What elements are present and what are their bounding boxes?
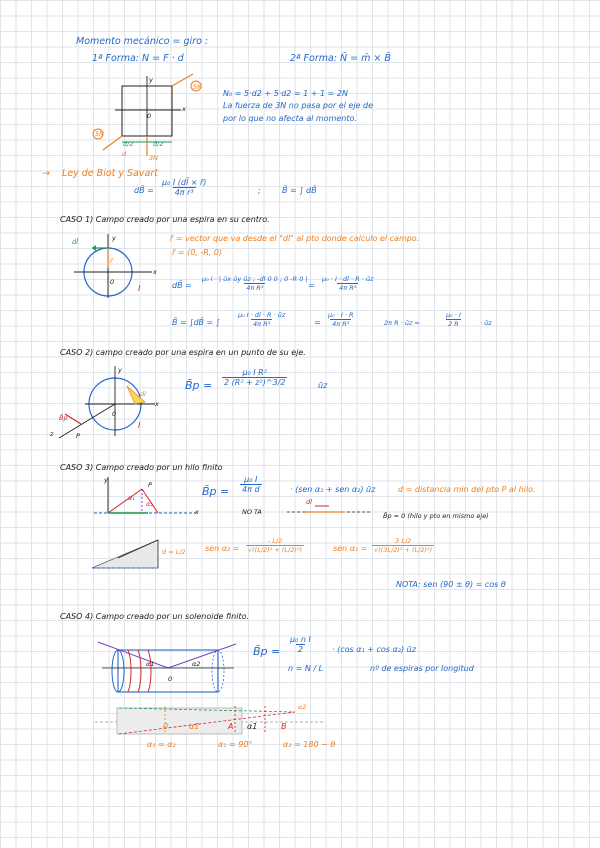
caso2-tail: ūz (318, 381, 328, 390)
caso1-b-den2: 4π R³ (332, 320, 350, 328)
caso4-relation-1: α₁ = α₂ (147, 740, 176, 749)
caso4-tail: · (cos α₁ + cos α₂) ūz (332, 645, 416, 654)
caso4-point-a: A (228, 722, 234, 731)
caso4-alpha2-top: α2 (298, 703, 307, 711)
section-title-momento: Momento mecánico = giro : (76, 36, 209, 47)
caso2-x-label: x (155, 400, 159, 408)
caso3-tail: · (sen α₁ + sen α₂) ūz (290, 485, 376, 494)
caso1-b-mid: 2π R · ūz = (384, 319, 420, 327)
caso4-title: CASO 4) Campo creado por un solenoide finito. (60, 612, 250, 621)
caso3-den: 4π d (242, 485, 260, 494)
caso1-r-label: r̄ (110, 257, 113, 265)
caso3-sen2-lhs: sen α₂ = (205, 544, 240, 553)
caso4-lhs: B̄p = (253, 645, 281, 658)
force-label-1: 5N (193, 83, 202, 91)
caso1-b-den3: 2 R (448, 320, 459, 328)
caso3-fraction (240, 475, 262, 494)
caso3-triangle-diagram (88, 536, 188, 578)
forma-2: 2ª Forma: N̄ = m̄ × B̄ (290, 53, 391, 64)
caso4-n-note: nº de espiras por longitud (370, 664, 474, 673)
caso3-sen1-fraction (372, 537, 434, 554)
caso3-d-note: d = distancia min del pto P al hilo. (398, 485, 536, 494)
caso2-loop-diagram (55, 364, 165, 444)
caso4-axis-diagram (95, 700, 325, 740)
caso1-db-den: 4π R³ (246, 284, 264, 292)
caso3-y-label: y (104, 476, 108, 484)
caso3-alpha1: α₁ (128, 494, 135, 502)
force-label-2: 5N (95, 130, 104, 138)
caso1-r-vector: r̄ = (0, -R, 0) (172, 248, 223, 257)
axis-y-label: y (149, 76, 153, 84)
caso1-y-label: y (112, 234, 116, 242)
dist-label-1: d/2 (123, 140, 134, 148)
biot-integral: B̄ = ∫ dB̄ (282, 186, 317, 195)
dist-label-d: d (122, 150, 127, 158)
caso1-b-fraction-3 (444, 311, 463, 328)
caso1-b-tail: · ūz (480, 319, 492, 327)
momento-equation: N₀ = 5·d2 + 5·d2 = 1 + 1 = 2N (223, 89, 348, 98)
caso3-bp-zero: B̄p = 0 (hilo y pto en mismo eje) (383, 512, 489, 520)
momento-note-2: por lo que no afecta al momento. (223, 114, 357, 123)
caso1-r-note: r̄ = vector que va desde el "dl" al pto donde calculo el campo. (170, 234, 420, 243)
caso3-alpha2: α₂ (146, 500, 153, 508)
caso1-current: I (138, 284, 141, 293)
caso1-origin: 0 (110, 278, 115, 286)
biot-separator: ; (258, 186, 261, 195)
caso1-db-lhs: dB̄ = (172, 281, 192, 290)
caso4-point-0: 0 (163, 722, 169, 731)
momento-note-1: La fuerza de 3N no pasa por el eje de (223, 101, 374, 110)
caso1-b-num3: μ₀ · I (446, 311, 461, 319)
caso1-b-den1: 4π R³ (253, 320, 271, 328)
caso1-db-fraction (200, 275, 310, 292)
caso3-p-label: P (148, 481, 152, 489)
biot-fraction (160, 178, 208, 197)
caso3-nota-label: NO TA (242, 508, 262, 516)
caso4-den: 2 (297, 645, 303, 654)
caso3-sen2-num: - L/2 (267, 537, 283, 545)
caso3-title: CASO 3) Campo creado por un hilo finito (60, 463, 223, 472)
caso4-n-def: n = N / L (288, 664, 324, 673)
caso2-origin: 0 (112, 410, 117, 418)
caso2-p-label: P (76, 432, 80, 440)
caso4-alpha1-bottom: α1 (189, 722, 200, 731)
caso1-db-fraction-2 (320, 275, 375, 292)
caso3-sen1-den: √((3L/2)² + (L/2)²) (374, 546, 433, 554)
caso3-sen1-lhs: sen α₁ = (333, 544, 368, 553)
caso2-title: CASO 2) campo creado por una espira en un punto de su eje. (60, 348, 306, 357)
caso1-b-fraction-2 (326, 311, 356, 328)
origin-label: 0 (147, 112, 152, 120)
caso1-b-lhs: B̄ = ∫dB̄ = ∫ (172, 318, 220, 327)
axis-x-label: x (182, 105, 186, 113)
caso3-sen2-den: √((L/2)² + (L/2)²) (248, 546, 303, 554)
caso1-db-num: μ₀ I · | ūx ūy ūz ; -dl 0 0 ; 0 -R 0 | (202, 275, 308, 283)
caso4-point-b: B (281, 722, 287, 731)
caso4-alpha2: α2 (192, 660, 201, 668)
biot-title: Ley de Biot y Savart (62, 168, 158, 179)
caso3-nota: NOTA: sen (90 ± θ) = cos θ (396, 580, 506, 589)
biot-numerator: μ₀ I (dl̄ × r̄) (162, 178, 207, 187)
caso4-solenoid-diagram (98, 636, 238, 696)
caso2-y-label: y (118, 366, 122, 374)
caso4-fraction (288, 635, 313, 654)
arrow-icon: → (42, 168, 50, 179)
caso1-title: CASO 1) Campo creado por una espira en su centro. (60, 215, 270, 224)
caso1-b-num1: μ₀ I · dl · R · ūz (238, 311, 286, 319)
caso3-dl-inline: dl (306, 498, 312, 506)
caso1-b-fraction-1 (236, 311, 287, 328)
caso1-db-eq: = (308, 281, 315, 290)
caso4-alpha1: α1 (146, 660, 155, 668)
caso3-inline-diagram (285, 498, 375, 524)
caso3-lhs: B̄p = (202, 485, 230, 498)
caso1-db-num2: μ₀ · I · dl · R · ūz (322, 275, 374, 283)
caso2-bp-label: B̄p (59, 414, 68, 422)
biot-lhs: dB̄ = (134, 186, 154, 195)
caso3-x-label: x (195, 508, 199, 516)
caso2-den: 2 (R² + z²)^3/2 (224, 378, 286, 387)
caso1-b-num2: μ₀ · I · R (328, 311, 354, 319)
force-label-3: 3N (149, 154, 158, 162)
caso4-num: μ₀ n I (290, 635, 311, 644)
caso4-relation-3: α₂ = 180 − θ (283, 740, 336, 749)
forma-1: 1ª Forma: N = F · d (92, 53, 184, 64)
caso4-alpha1-mid: α1 (247, 722, 258, 731)
caso3-d-half: d = L/2 (162, 548, 186, 556)
caso3-num: μ₀ I (244, 475, 258, 484)
caso2-fraction (222, 368, 287, 387)
biot-denominator: 4π r³ (174, 188, 194, 197)
caso1-b-eq1: = (314, 318, 321, 327)
caso1-dl-label: dl̄ (72, 238, 78, 246)
caso3-sen1-num: 3 L/2 (395, 537, 412, 545)
caso4-origin: 0 (168, 675, 173, 683)
caso3-sen2-fraction (246, 537, 304, 554)
caso2-lhs: B̄p = (185, 379, 213, 392)
caso2-num: μ₀ I R² (242, 368, 267, 377)
caso2-dl-label: dl (140, 390, 146, 398)
caso1-x-label: x (153, 268, 157, 276)
caso1-db-den2: 4π R³ (339, 284, 357, 292)
dist-label-2: d/2 (153, 140, 164, 148)
caso2-current: I (138, 421, 141, 430)
caso2-z-label: z (50, 430, 54, 438)
caso4-relation-2: α₁ = 90° (218, 740, 253, 749)
